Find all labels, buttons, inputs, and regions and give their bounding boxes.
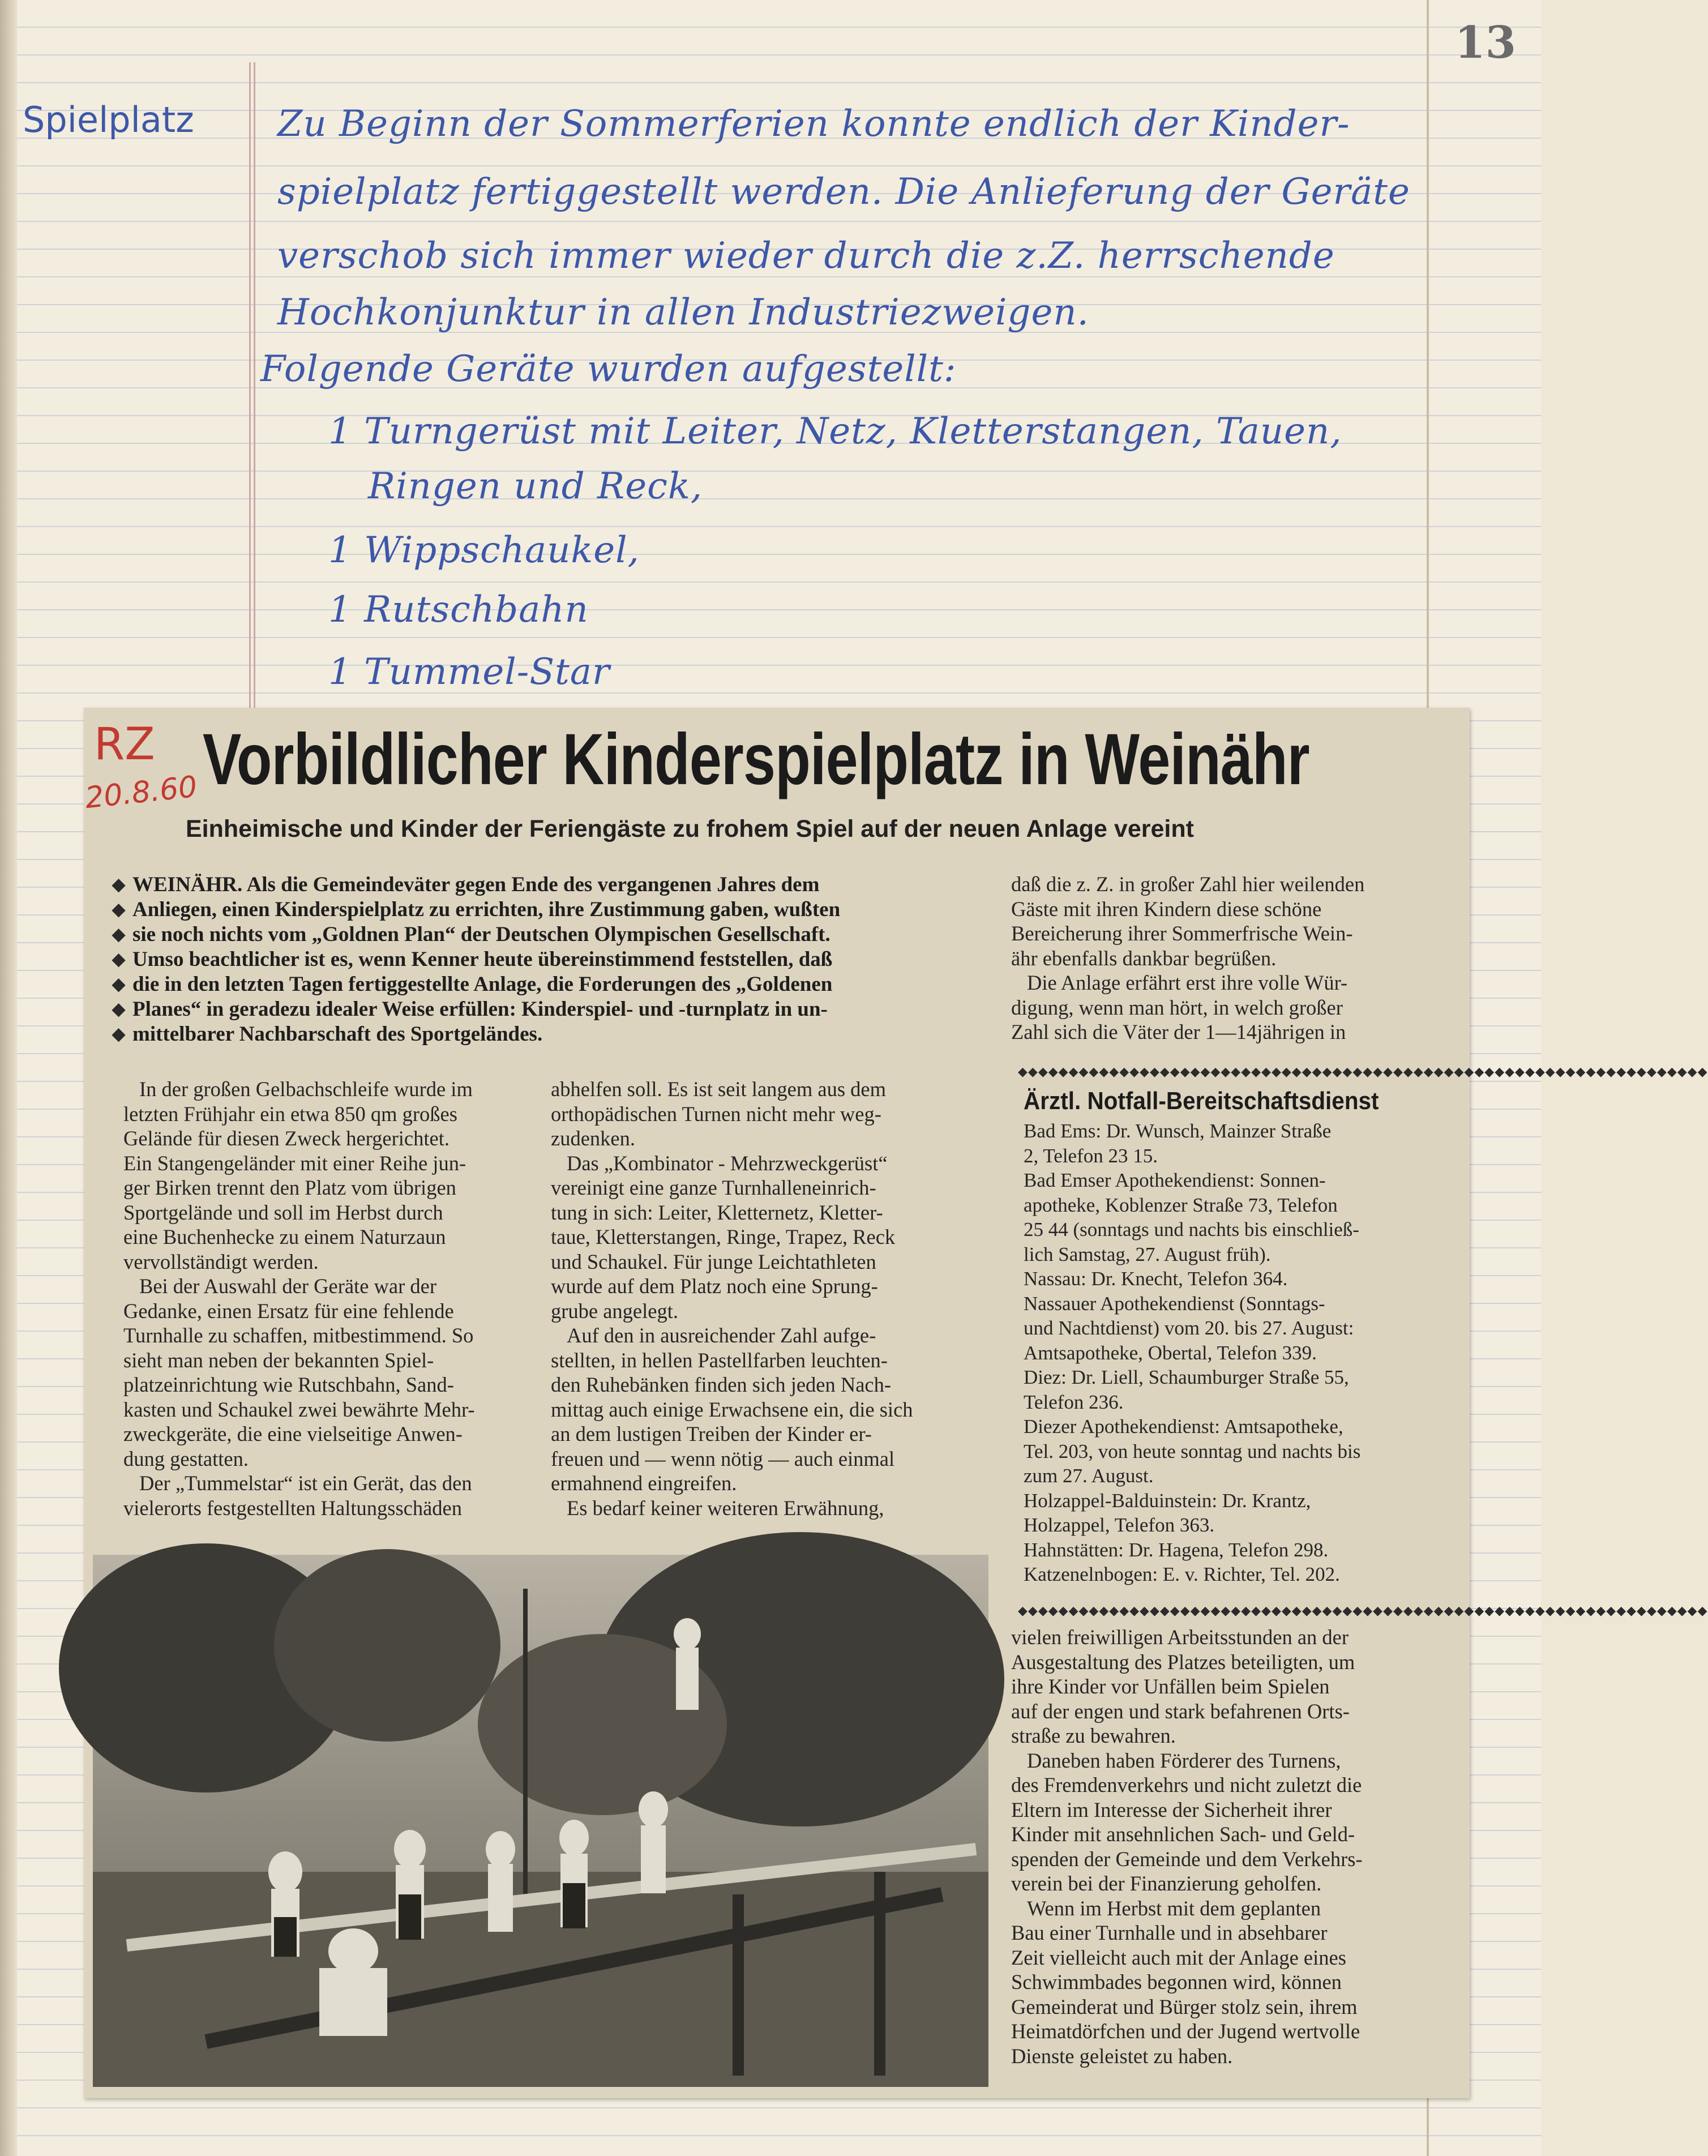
text-line: Holzappel, Telefon 363. [1024, 1514, 1215, 1536]
page-binding [0, 0, 17, 2156]
text-line: ihre Kinder vor Unfällen beim Spielen [1011, 1675, 1330, 1698]
text-line: Bad Ems: Dr. Wunsch, Mainzer Straße [1024, 1120, 1332, 1142]
text-line: Turnhalle zu schaffen, mitbestimmend. So [123, 1324, 474, 1347]
text-line: Bei der Auswahl der Geräte war der [139, 1274, 436, 1298]
text-line: 25 44 (sonntags und nachts bis einschließ- [1024, 1218, 1359, 1240]
playground-photo-image [93, 1555, 988, 2087]
text-line: grube angelegt. [551, 1299, 678, 1323]
text-line: verein bei der Finanzierung geholfen. [1011, 1872, 1322, 1895]
text-line: Zahl sich die Väter der 1—14jährigen in [1011, 1020, 1346, 1043]
text-line: Telefon 236. [1024, 1391, 1124, 1413]
article-column-3-bottom [1011, 1625, 1453, 2068]
text-line: Der „Tummelstar“ ist ein Gerät, das den [139, 1471, 472, 1495]
handwritten-line: 1 Turngerüst mit Leiter, Netz, Kletterstangen, Tauen, [328, 410, 1342, 452]
text-line: Gemeinderat und Bürger stolz sein, ihrem [1011, 1995, 1358, 2018]
handwritten-line: Hochkonjunktur in allen Industriezweigen. [277, 292, 1089, 333]
text-line: taue, Kletterstangen, Ringe, Trapez, Reck [551, 1225, 896, 1248]
text-line: zweckgeräte, die eine vielseitige Anwen- [123, 1422, 463, 1445]
text-line: mittag auch einige Erwachsene ein, die sich [551, 1397, 913, 1421]
text-line: ermahnend eingreifen. [551, 1471, 737, 1495]
article-column-1 [123, 1077, 616, 1520]
text-line: freuen und — wenn nötig — auch einmal [551, 1447, 895, 1470]
text-line: In der großen Gelbachschleife wurde im [139, 1077, 473, 1101]
handwritten-line: Zu Beginn der Sommerferien konnte endlich der Kinder- [277, 103, 1350, 145]
handwritten-line: 1 Tummel-Star [328, 651, 610, 693]
text-line: des Fremdenverkehrs und nicht zuletzt die [1011, 1773, 1362, 1796]
text-line: Heimatdörfchen und der Jugend wertvolle [1011, 2020, 1360, 2043]
lead-line: Umso beachtlicher ist es, wenn Kenner heute übereinstimmend feststellen, daß [132, 947, 833, 971]
text-line: Die Anlage erfährt erst ihre volle Wür- [1027, 971, 1348, 994]
text-line: ähr ebenfalls dankbar begrüßen. [1011, 946, 1277, 970]
handwritten-line: verschob sich immer wieder durch die z.Z. herrschende [277, 235, 1335, 277]
text-line: orthopädischen Turnen nicht mehr weg- [551, 1102, 881, 1126]
text-line: kasten und Schaukel zwei bewährte Mehr- [123, 1397, 475, 1421]
text-line: Bereicherung ihrer Sommerfrische Wein- [1011, 922, 1353, 945]
text-line: lich Samstag, 27. August früh). [1024, 1243, 1271, 1265]
text-line: Amtsapotheke, Obertal, Telefon 339. [1024, 1341, 1317, 1364]
text-line: Nassau: Dr. Knecht, Telefon 364. [1024, 1268, 1288, 1290]
text-line: eine Buchenhecke zu einem Naturzaun [123, 1225, 446, 1248]
article-column-3-top [1011, 872, 1453, 1045]
handwritten-line: 1 Wippschaukel, [328, 529, 640, 571]
text-line: dung gestatten. [123, 1447, 249, 1470]
bullet-diamond-icon: ◆ [112, 974, 126, 994]
handwritten-line: Ringen und Reck, [368, 465, 703, 507]
text-line: stellten, in hellen Pastellfarben leuchten- [551, 1348, 888, 1372]
text-line: Gelände für diesen Zweck hergerichtet. [123, 1127, 450, 1150]
lead-line: WEINÄHR. Als die Gemeindeväter gegen Ende des vergangenen Jahres dem [132, 872, 820, 896]
dotted-rule: ◆◆◆◆◆◆◆◆◆◆◆◆◆◆◆◆◆◆◆◆◆◆◆◆◆◆◆◆◆◆◆◆◆◆◆◆◆◆◆◆◆◆◆◆◆◆◆◆◆◆◆◆◆◆◆◆◆◆◆◆◆◆◆◆◆◆◆◆ [1018, 1603, 1708, 1618]
text-line: ger Birken trennt den Platz vom übrigen [123, 1176, 456, 1199]
bullet-diamond-icon: ◆ [112, 949, 126, 969]
text-line: vereinigt eine ganze Turnhalleneinrich- [551, 1176, 876, 1199]
text-line: apotheke, Koblenzer Straße 73, Telefon [1024, 1194, 1338, 1216]
text-line: straße zu bewahren. [1011, 1724, 1176, 1747]
handwritten-line: 1 Rutschbahn [328, 589, 589, 631]
text-line: Daneben haben Förderer des Turnens, [1027, 1748, 1341, 1772]
text-line: tung in sich: Leiter, Kletternetz, Kletter- [551, 1200, 883, 1224]
lead-line: die in den letzten Tagen fertiggestellte Anlage, die Forderungen des „Goldenen [132, 972, 833, 996]
text-line: und Nachtdienst) vom 20. bis 27. August: [1024, 1317, 1354, 1339]
text-line: Dienste geleistet zu haben. [1011, 2044, 1233, 2068]
emergency-service-box [1024, 1087, 1454, 1587]
text-line: Tel. 203, von heute sonntag und nachts bis [1024, 1440, 1361, 1462]
text-line: Auf den in ausreichender Zahl aufge- [567, 1324, 876, 1347]
bullet-diamond-icon: ◆ [112, 900, 126, 919]
lead-line: Anliegen, einen Kinderspielplatz zu errichten, ihre Zustimmung gaben, wußten [132, 897, 841, 921]
text-line: Ausgestaltung des Platzes beteiligten, um [1011, 1650, 1355, 1674]
source-mark: RZ [94, 719, 155, 770]
text-line: spenden der Gemeinde und dem Verkehrs- [1011, 1847, 1363, 1871]
margin-note: Spielplatz [23, 99, 194, 140]
lead-paragraph [112, 872, 1052, 1046]
margin-rule [249, 62, 251, 719]
text-line: Gedanke, einen Ersatz für eine fehlende [123, 1299, 454, 1323]
emergency-title: Ärztl. Notfall-Bereitschaftsdienst [1024, 1087, 1379, 1115]
playground-photo [93, 1555, 988, 2087]
text-line: den Ruhebänken finden sich jeden Nach- [551, 1373, 892, 1396]
text-line: Schwimmbades begonnen wird, können [1011, 1970, 1342, 1994]
text-line: sieht man neben der bekannten Spiel- [123, 1348, 434, 1372]
text-line: 2, Telefon 23 15. [1024, 1144, 1158, 1167]
text-line: auf der engen und stark befahrenen Orts- [1011, 1699, 1350, 1723]
newspaper-clipping [83, 708, 1708, 2098]
text-line: daß die z. Z. in großer Zahl hier weilenden [1011, 872, 1365, 896]
text-line: an dem lustigen Treiben der Kinder er- [551, 1422, 872, 1445]
headline: Vorbildlicher Kinderspielplatz in Weinähr [203, 719, 1309, 800]
lead-line: Planes“ in geradezu idealer Weise erfüllen: Kinderspiel- und -turnplatz in un- [132, 997, 828, 1021]
bullet-diamond-icon: ◆ [112, 875, 126, 894]
text-line: digung, wenn man hört, in welch großer [1011, 995, 1343, 1019]
text-line: zum 27. August. [1024, 1465, 1154, 1487]
page-number: 13 [1454, 17, 1516, 69]
text-line: und Schaukel. Für junge Leichtathleten [551, 1250, 876, 1273]
text-line: Katzenelnbogen: E. v. Richter, Tel. 202. [1024, 1563, 1340, 1585]
lead-line: sie noch nichts vom „Goldnen Plan“ der Deutschen Olympischen Gesellschaft. [132, 922, 831, 946]
text-line: Hahnstätten: Dr. Hagena, Telefon 298. [1024, 1538, 1329, 1561]
text-line: zudenken. [551, 1127, 635, 1150]
text-line: letzten Frühjahr ein etwa 850 qm großes [123, 1102, 457, 1126]
text-line: vervollständigt werden. [123, 1250, 319, 1273]
margin-rule [254, 62, 255, 719]
text-line: abhelfen soll. Es ist seit langem aus dem [551, 1077, 886, 1101]
text-line: Zeit vielleicht auch mit der Anlage eines [1011, 1945, 1346, 1969]
text-line: Gäste mit ihren Kindern diese schöne [1011, 897, 1322, 921]
text-line: wurde auf dem Platz noch eine Sprung- [551, 1274, 878, 1298]
bullet-diamond-icon: ◆ [112, 925, 126, 944]
text-line: platzeinrichtung wie Rutschbahn, Sand- [123, 1373, 454, 1396]
text-line: Kinder mit ansehnlichen Sach- und Geld- [1011, 1823, 1355, 1846]
text-line: Ein Stangengeländer mit einer Reihe jun- [123, 1151, 466, 1175]
text-line: Das „Kombinator - Mehrzweckgerüst“ [567, 1151, 888, 1175]
handwritten-line: spielplatz fertiggestellt werden. Die Anlieferung der Geräte [277, 171, 1410, 213]
date-mark: 20.8.60 [83, 769, 199, 816]
lead-line: mittelbarer Nachbarschaft des Sportgeländes. [132, 1022, 543, 1046]
text-line: Wenn im Herbst mit dem geplanten [1027, 1896, 1321, 1920]
text-line: Diezer Apothekendienst: Amtsapotheke, [1024, 1415, 1343, 1438]
bullet-diamond-icon: ◆ [112, 999, 126, 1019]
text-line: vielerorts festgestellten Haltungsschäden [123, 1496, 463, 1520]
text-line: Bau einer Turnhalle und in absehbarer [1011, 1921, 1328, 1944]
handwritten-line: Folgende Geräte wurden aufgestellt: [260, 348, 957, 390]
text-line: Es bedarf keiner weiteren Erwähnung, [567, 1496, 884, 1520]
text-line: Sportgelände und soll im Herbst durch [123, 1200, 443, 1224]
bullet-diamond-icon: ◆ [112, 1024, 126, 1043]
text-line: vielen freiwilligen Arbeitsstunden an der [1011, 1625, 1349, 1649]
dotted-rule: ◆◆◆◆◆◆◆◆◆◆◆◆◆◆◆◆◆◆◆◆◆◆◆◆◆◆◆◆◆◆◆◆◆◆◆◆◆◆◆◆◆◆◆◆◆◆◆◆◆◆◆◆◆◆◆◆◆◆◆◆◆◆◆◆◆◆◆◆ [1018, 1064, 1708, 1079]
article-column-2 [551, 1077, 1043, 1520]
text-line: Nassauer Apothekendienst (Sonntags- [1024, 1292, 1325, 1315]
text-line: Bad Emser Apothekendienst: Sonnen- [1024, 1169, 1326, 1191]
text-line: Eltern im Interesse der Sicherheit ihrer [1011, 1798, 1332, 1821]
subheadline: Einheimische und Kinder der Feriengäste zu frohem Spiel auf der neuen Anlage vereint [186, 815, 1194, 842]
text-line: Holzappel-Balduinstein: Dr. Krantz, [1024, 1489, 1311, 1512]
text-line: Diez: Dr. Liell, Schaumburger Straße 55, [1024, 1366, 1349, 1388]
